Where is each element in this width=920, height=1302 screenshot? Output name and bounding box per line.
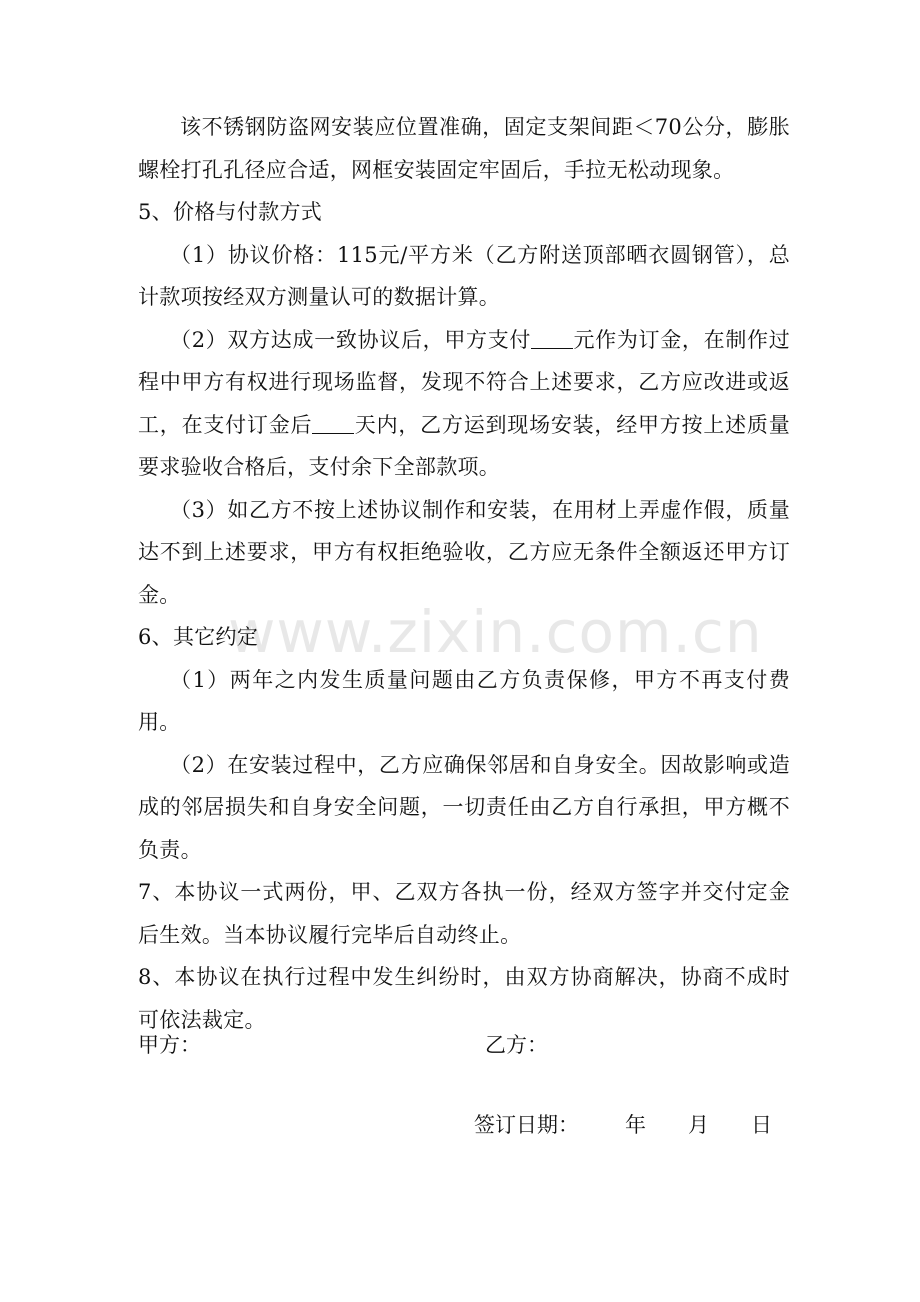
item-2-text-c: 天内，乙方运到现场安装，经甲方按上述质量要求验收合格后，支付余下全部款项。 <box>138 412 791 479</box>
month-label: 月 <box>688 1113 709 1137</box>
section-5-item-1: （1）协议价格：115元/平方米（乙方附送顶部晒衣圆钢管），总计款项按经双方测量认可的数据计算。 <box>138 242 790 309</box>
signing-date-label: 签订日期： <box>474 1113 579 1137</box>
section-8: 8、本协议在执行过程中发生纠纷时，由双方协商解决，协商不成时可依法裁定。 <box>138 965 790 1032</box>
signing-date-row <box>474 1110 772 1140</box>
day-label: 日 <box>751 1113 772 1137</box>
item-2-text-a: （2）双方达成一致协议后，甲方支付 <box>170 327 532 352</box>
party-b-signature: 乙方： <box>485 1033 548 1057</box>
section-5-heading: 5、价格与付款方式 <box>138 200 323 224</box>
section-5-item-3: （3）如乙方不按上述协议制作和安装，在用材上弄虚作假，质量达不到上述要求，甲方有权拒绝验收，乙方应无条件全额返还甲方订金。 <box>138 497 790 607</box>
days-blank <box>312 413 354 434</box>
year-label: 年 <box>625 1113 646 1137</box>
deposit-amount-blank <box>531 328 573 349</box>
party-a-signature: 甲方： <box>138 1033 201 1057</box>
section-6-item-2: （2）在安装过程中，乙方应确保邻居和自身安全。因故影响或造成的邻居损失和自身安全问题，一切责任由乙方自行承担，甲方概不负责。 <box>138 752 790 862</box>
installation-paragraph: 该不锈钢防盗网安装应位置准确，固定支架间距＜70公分，膨胀螺栓打孔孔径应合适，网框安装固定牢固后，手拉无松动现象。 <box>138 115 790 182</box>
watermark: www.zixin.com.cn <box>228 598 763 666</box>
section-6-heading: 6、其它约定 <box>138 625 259 649</box>
section-7: 7、本协议一式两份，甲、乙双方各执一份，经双方签字并交付定金后生效。当本协议履行完毕后自动终止。 <box>138 880 790 947</box>
item-2-text-b: 元作为订金，在制作过程中甲方有权进行现场监督，发现不符合上述要求，乙方应改进或返工，在支付订金后 <box>138 327 790 437</box>
contract-body <box>138 106 790 1041</box>
section-5-item-2 <box>138 319 790 489</box>
section-6-item-1: （1）两年之内发生质量问题由乙方负责保修，甲方不再支付费用。 <box>138 667 790 734</box>
